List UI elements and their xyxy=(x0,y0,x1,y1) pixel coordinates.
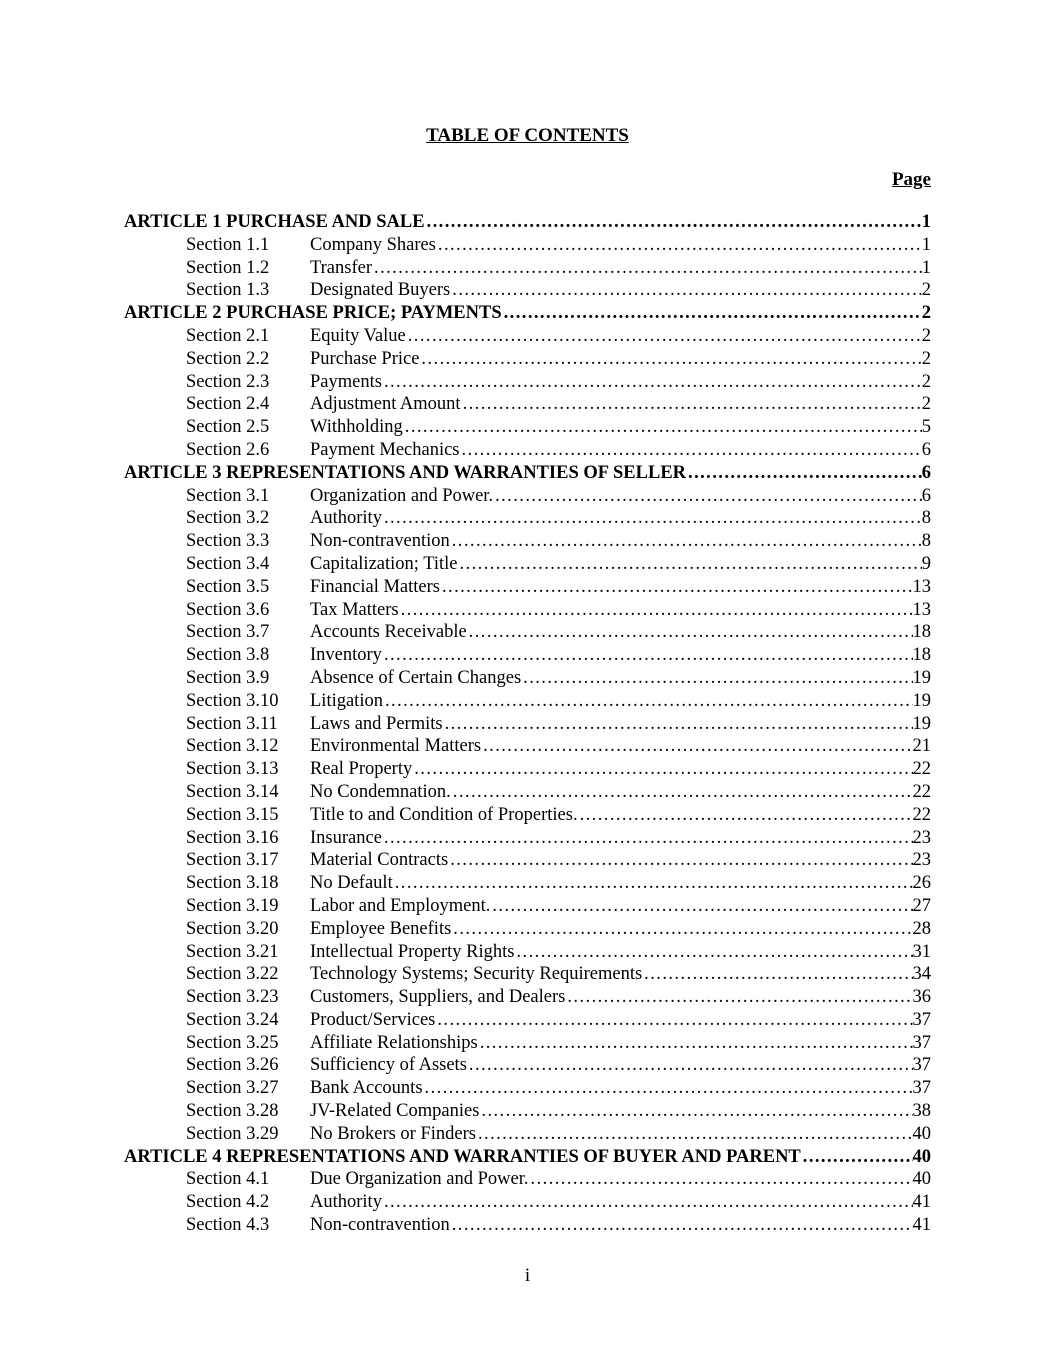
section-number: Section 3.13 xyxy=(186,759,279,780)
page-number: 22 xyxy=(912,759,931,780)
dot-leader xyxy=(642,963,912,986)
dot-leader xyxy=(382,507,922,530)
page-number: 2 xyxy=(921,303,931,324)
dot-leader xyxy=(443,713,913,736)
section-number: Section 3.2 xyxy=(186,508,270,529)
dot-leader xyxy=(435,1009,912,1032)
toc-section-entry[interactable] xyxy=(124,690,931,713)
section-number: Section 3.16 xyxy=(186,827,279,848)
section-number: Section 2.1 xyxy=(186,325,270,346)
section-number: Section 3.18 xyxy=(186,873,279,894)
page-number: 8 xyxy=(921,508,931,529)
page-number: 18 xyxy=(912,645,931,666)
dot-leader xyxy=(493,485,922,508)
dot-leader xyxy=(565,986,912,1009)
dot-leader xyxy=(393,872,913,895)
section-title: Company Shares xyxy=(310,234,436,255)
toc-section-entry[interactable] xyxy=(124,1123,931,1146)
toc-section-entry[interactable] xyxy=(124,507,931,530)
section-title: Intellectual Property Rights xyxy=(310,941,515,962)
dot-leader xyxy=(476,1123,913,1146)
section-title: Real Property xyxy=(310,759,413,780)
section-title: Employee Benefits xyxy=(310,918,452,939)
dot-leader xyxy=(425,211,922,234)
section-title: Payments xyxy=(310,371,382,392)
toc-section-entry[interactable] xyxy=(124,872,931,895)
section-number: Section 3.3 xyxy=(186,531,270,552)
dot-leader xyxy=(383,690,913,713)
toc-section-entry[interactable] xyxy=(124,1009,931,1032)
dot-leader xyxy=(436,234,922,257)
toc-section-entry[interactable] xyxy=(124,257,931,280)
section-number: Section 3.27 xyxy=(186,1078,279,1099)
dot-leader xyxy=(450,530,922,553)
section-number: Section 3.28 xyxy=(186,1101,279,1122)
toc-article-entry[interactable] xyxy=(124,302,931,325)
page-number: 8 xyxy=(921,531,931,552)
section-number: Section 2.2 xyxy=(186,348,270,369)
page-number: 40 xyxy=(912,1123,931,1144)
section-title: Inventory xyxy=(310,645,382,666)
page-number: 9 xyxy=(921,553,931,574)
dot-leader xyxy=(372,257,922,280)
section-title: Equity Value xyxy=(310,325,406,346)
article-title: ARTICLE 3 REPRESENTATIONS AND WARRANTIES OF SELLER xyxy=(124,462,687,483)
toc-section-entry[interactable] xyxy=(124,371,931,394)
page-number: 6 xyxy=(921,439,931,460)
section-title: Material Contracts xyxy=(310,850,449,871)
page-number: 2 xyxy=(921,348,931,369)
page-number: 19 xyxy=(912,667,931,688)
page-number: 2 xyxy=(921,325,931,346)
toc-section-entry[interactable] xyxy=(124,986,931,1009)
dot-leader xyxy=(451,918,912,941)
page-number: 34 xyxy=(912,964,931,985)
toc-section-entry[interactable] xyxy=(124,621,931,644)
toc-section-entry[interactable] xyxy=(124,1168,931,1191)
page-number: 2 xyxy=(921,394,931,415)
section-title: Designated Buyers xyxy=(310,280,451,301)
page-number: 23 xyxy=(912,850,931,871)
toc-list xyxy=(124,211,931,1237)
dot-leader xyxy=(382,371,922,394)
page-number: 1 xyxy=(921,212,931,232)
section-number: Section 3.26 xyxy=(186,1055,279,1076)
dot-leader xyxy=(382,827,913,850)
dot-leader xyxy=(406,325,922,348)
dot-leader xyxy=(521,667,912,690)
section-title: Organization and Power. xyxy=(310,485,494,506)
section-number: Section 2.5 xyxy=(186,417,270,438)
toc-article-entry[interactable] xyxy=(124,211,931,234)
page-number: 23 xyxy=(912,827,931,848)
toc-section-entry[interactable] xyxy=(124,804,931,827)
toc-section-entry[interactable] xyxy=(124,325,931,348)
section-number: Section 1.3 xyxy=(186,280,270,301)
page-number: 6 xyxy=(921,462,931,483)
section-title: Bank Accounts xyxy=(310,1078,423,1099)
article-title: ARTICLE 2 PURCHASE PRICE; PAYMENTS xyxy=(124,303,502,324)
dot-leader xyxy=(399,599,913,622)
page-number: 37 xyxy=(912,1055,931,1076)
section-number: Section 3.25 xyxy=(186,1032,279,1053)
page-number: 37 xyxy=(912,1009,931,1030)
dot-leader xyxy=(461,393,922,416)
section-number: Section 4.2 xyxy=(186,1192,270,1213)
dot-leader xyxy=(529,1168,913,1191)
section-title: Adjustment Amount xyxy=(310,394,461,415)
section-number: Section 3.20 xyxy=(186,918,279,939)
section-title: Litigation xyxy=(310,690,383,711)
toc-section-entry[interactable] xyxy=(124,758,931,781)
dot-leader xyxy=(382,644,913,667)
section-number: Section 1.1 xyxy=(186,234,270,255)
toc-section-entry[interactable] xyxy=(124,1100,931,1123)
section-number: Section 3.29 xyxy=(186,1123,279,1144)
page-number: 40 xyxy=(912,1146,931,1167)
footer-page-number: i xyxy=(524,1265,531,1286)
dot-leader xyxy=(403,416,922,439)
dot-leader xyxy=(578,804,913,827)
section-number: Section 2.4 xyxy=(186,394,270,415)
page-number: 31 xyxy=(912,941,931,962)
section-number: Section 3.5 xyxy=(186,576,270,597)
page-number: 1 xyxy=(921,257,931,278)
dot-leader xyxy=(440,576,913,599)
section-number: Section 3.7 xyxy=(186,622,270,643)
toc-article-entry[interactable] xyxy=(124,1146,931,1169)
toc-section-entry[interactable] xyxy=(124,667,931,690)
dot-leader xyxy=(481,735,912,758)
section-title: Due Organization and Power. xyxy=(310,1169,529,1190)
page-number: 21 xyxy=(912,736,931,757)
section-title: Customers, Suppliers, and Dealers xyxy=(310,987,566,1008)
toc-section-entry[interactable] xyxy=(124,553,931,576)
section-number: Section 3.22 xyxy=(186,964,279,985)
section-title: Accounts Receivable xyxy=(310,622,467,643)
page-number: 37 xyxy=(912,1032,931,1053)
section-title: Technology Systems; Security Requirements xyxy=(310,964,643,985)
page-number: 41 xyxy=(912,1215,931,1236)
dot-leader xyxy=(490,895,912,918)
section-title: Transfer xyxy=(310,257,373,278)
page-number: 40 xyxy=(912,1169,931,1190)
article-title: ARTICLE 1 PURCHASE AND SALE xyxy=(124,212,425,232)
dot-leader xyxy=(467,1054,913,1077)
toc-section-entry[interactable] xyxy=(124,348,931,371)
toc-section-entry[interactable] xyxy=(124,599,931,622)
section-number: Section 3.11 xyxy=(186,713,278,734)
toc-section-entry[interactable] xyxy=(124,530,931,553)
section-title: Capitalization; Title xyxy=(310,553,458,574)
toc-section-entry[interactable] xyxy=(124,1054,931,1077)
section-number: Section 3.21 xyxy=(186,941,279,962)
page-number: 2 xyxy=(921,371,931,392)
section-title: Title to and Condition of Properties. xyxy=(310,804,578,825)
section-title: Purchase Price xyxy=(310,348,420,369)
dot-leader xyxy=(448,849,912,872)
section-title: Product/Services xyxy=(310,1009,436,1030)
toc-section-entry[interactable] xyxy=(124,735,931,758)
page-column-header: Page xyxy=(891,169,931,190)
dot-leader xyxy=(515,941,913,964)
dot-leader xyxy=(479,1100,912,1123)
page-number: 5 xyxy=(921,417,931,438)
page-number: 2 xyxy=(921,280,931,301)
section-title: Environmental Matters xyxy=(310,736,482,757)
section-title: Non-contravention xyxy=(310,1215,450,1236)
section-title: Authority xyxy=(310,508,382,529)
toc-section-entry[interactable] xyxy=(124,644,931,667)
section-title: No Condemnation. xyxy=(310,781,451,802)
section-number: Section 3.17 xyxy=(186,850,279,871)
section-title: Financial Matters xyxy=(310,576,440,597)
page-number: 18 xyxy=(912,622,931,643)
toc-section-entry[interactable] xyxy=(124,1032,931,1055)
section-title: Insurance xyxy=(310,827,382,848)
dot-leader xyxy=(460,439,922,462)
dot-leader xyxy=(451,781,913,804)
page-number: 38 xyxy=(912,1101,931,1122)
dot-leader xyxy=(450,279,921,302)
section-title: Affiliate Relationships xyxy=(310,1032,478,1053)
section-title: Labor and Employment. xyxy=(310,895,491,916)
toc-section-entry[interactable] xyxy=(124,485,931,508)
section-number: Section 3.6 xyxy=(186,599,270,620)
page-number: 26 xyxy=(912,873,931,894)
dot-leader xyxy=(450,1214,913,1237)
dot-leader xyxy=(412,758,912,781)
section-title: Tax Matters xyxy=(310,599,399,620)
toc-section-entry[interactable] xyxy=(124,1191,931,1214)
toc-section-entry[interactable] xyxy=(124,576,931,599)
dot-leader xyxy=(478,1032,913,1055)
toc-section-entry[interactable] xyxy=(124,713,931,736)
dot-leader xyxy=(801,1146,913,1169)
section-number: Section 3.19 xyxy=(186,895,279,916)
toc-section-entry[interactable] xyxy=(124,918,931,941)
section-number: Section 3.9 xyxy=(186,667,270,688)
toc-section-entry[interactable] xyxy=(124,393,931,416)
toc-section-entry[interactable] xyxy=(124,1214,931,1237)
toc-section-entry[interactable] xyxy=(124,827,931,850)
page-number: 37 xyxy=(912,1078,931,1099)
section-title: Sufficiency of Assets xyxy=(310,1055,467,1076)
dot-leader xyxy=(458,553,922,576)
page-number: 19 xyxy=(912,713,931,734)
section-number: Section 2.3 xyxy=(186,371,270,392)
section-number: Section 3.24 xyxy=(186,1009,279,1030)
page-number: 22 xyxy=(912,781,931,802)
toc-section-entry[interactable] xyxy=(124,781,931,804)
page-number: 27 xyxy=(912,895,931,916)
section-title: Non-contravention xyxy=(310,531,450,552)
section-title: Withholding xyxy=(310,417,403,438)
section-number: Section 3.12 xyxy=(186,736,279,757)
section-title: No Default xyxy=(310,873,393,894)
toc-section-entry[interactable] xyxy=(124,849,931,872)
dot-leader xyxy=(419,348,921,371)
dot-leader xyxy=(467,621,913,644)
toc-section-entry[interactable] xyxy=(124,439,931,462)
page-number: 36 xyxy=(912,987,931,1008)
dot-leader xyxy=(382,1191,913,1214)
page-number: 13 xyxy=(912,576,931,597)
section-title: Absence of Certain Changes xyxy=(310,667,522,688)
section-title: JV-Related Companies xyxy=(310,1101,480,1122)
toc-section-entry[interactable] xyxy=(124,234,931,257)
section-number: Section 3.10 xyxy=(186,690,279,711)
section-number: Section 4.3 xyxy=(186,1215,270,1236)
toc-article-entry[interactable] xyxy=(124,462,931,485)
page-number: 13 xyxy=(912,599,931,620)
toc-section-entry[interactable] xyxy=(124,963,931,986)
page-number: 41 xyxy=(912,1192,931,1213)
section-number: Section 3.8 xyxy=(186,645,270,666)
section-number: Section 3.15 xyxy=(186,804,279,825)
dot-leader xyxy=(686,462,922,485)
page-number: 6 xyxy=(921,485,931,506)
section-number: Section 1.2 xyxy=(186,257,270,278)
page-number: 1 xyxy=(921,234,931,255)
section-title: Laws and Permits xyxy=(310,713,443,734)
toc-section-entry[interactable] xyxy=(124,895,931,918)
section-number: Section 2.6 xyxy=(186,439,270,460)
page-number: 28 xyxy=(912,918,931,939)
section-title: Authority xyxy=(310,1192,382,1213)
section-title: No Brokers or Finders xyxy=(310,1123,476,1144)
toc-section-entry[interactable] xyxy=(124,279,931,302)
section-title: Payment Mechanics xyxy=(310,439,460,460)
section-number: Section 3.23 xyxy=(186,987,279,1008)
section-number: Section 3.1 xyxy=(186,485,270,506)
toc-section-entry[interactable] xyxy=(124,1077,931,1100)
article-title: ARTICLE 4 REPRESENTATIONS AND WARRANTIES OF BUYER AND PARENT xyxy=(124,1146,801,1167)
page-number: 22 xyxy=(912,804,931,825)
section-number: Section 3.4 xyxy=(186,553,270,574)
section-number: Section 4.1 xyxy=(186,1169,270,1190)
toc-title: TABLE OF CONTENTS xyxy=(426,125,629,146)
toc-section-entry[interactable] xyxy=(124,416,931,439)
toc-section-entry[interactable] xyxy=(124,941,931,964)
dot-leader xyxy=(423,1077,913,1100)
dot-leader xyxy=(502,302,922,325)
page-number: 19 xyxy=(912,690,931,711)
section-number: Section 3.14 xyxy=(186,781,279,802)
